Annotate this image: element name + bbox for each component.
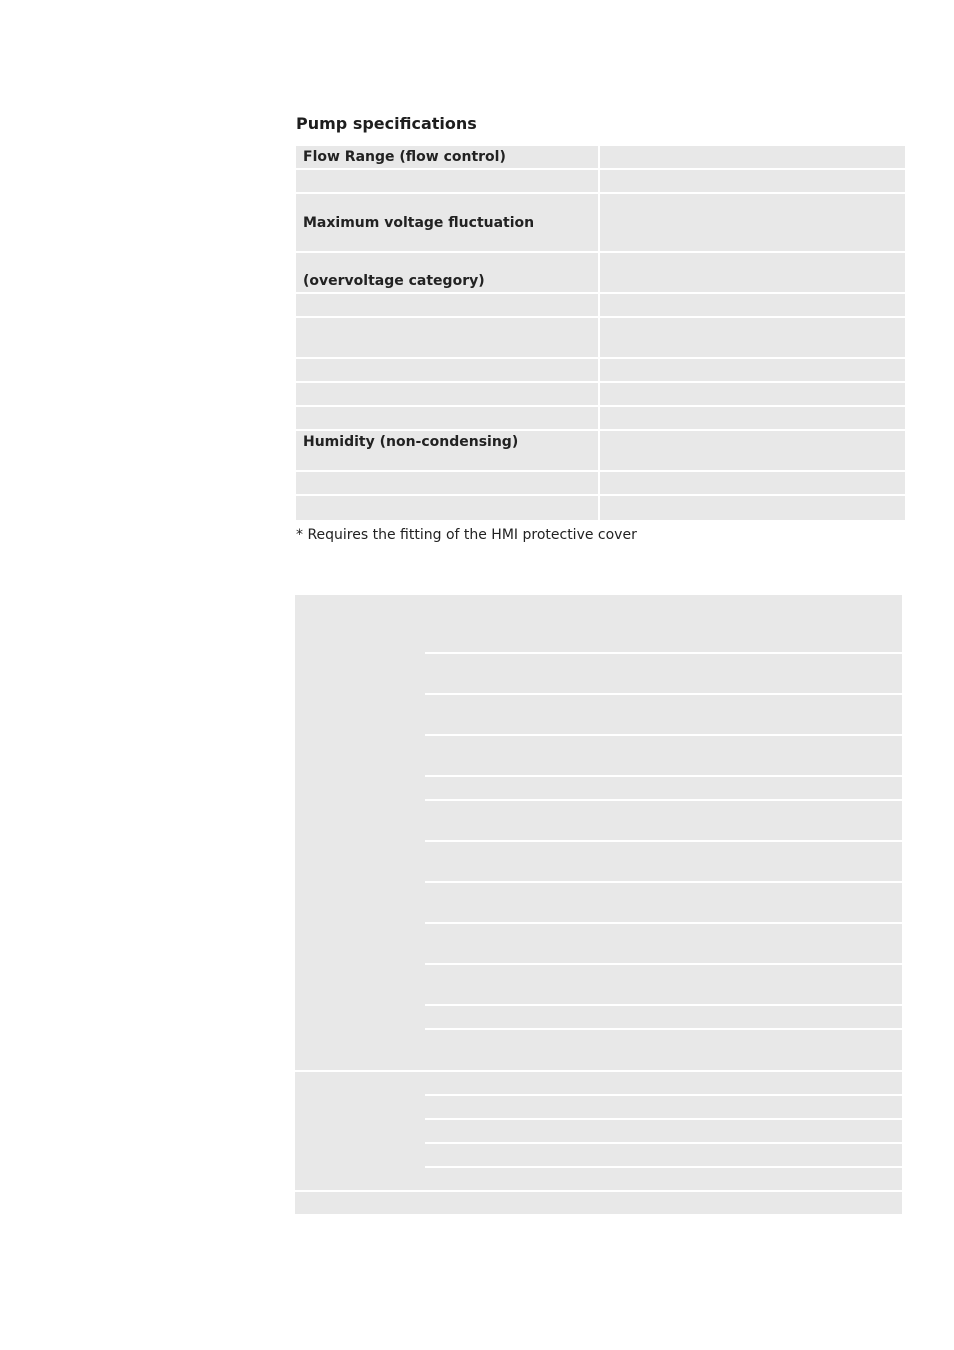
spec-label — [296, 170, 600, 192]
spec-value — [600, 496, 905, 520]
spec-value — [600, 170, 905, 192]
spec-label — [296, 294, 600, 316]
table-row — [425, 1120, 902, 1144]
spec-label — [296, 472, 600, 494]
spec-label — [296, 383, 600, 405]
spec-value — [600, 253, 905, 292]
spec-label — [296, 496, 600, 520]
group-label-cell — [295, 1072, 425, 1190]
table-row — [296, 170, 905, 194]
pump-spec-table — [296, 146, 905, 520]
table-row — [295, 1192, 902, 1214]
group-rows — [425, 1072, 902, 1190]
page-title: Pump specifications — [296, 114, 477, 133]
footnote: * Requires the fitting of the HMI protective cover — [296, 527, 637, 543]
secondary-spec-table — [295, 595, 902, 1214]
table-row — [425, 654, 902, 695]
spec-value — [600, 318, 905, 357]
spec-label: Flow Range (flow control) — [296, 146, 600, 168]
spec-value — [600, 294, 905, 316]
spec-label: Maximum voltage fluctuation — [296, 194, 600, 251]
table-row — [296, 146, 905, 170]
spec-value — [600, 194, 905, 251]
spec-label: (overvoltage category) — [296, 253, 600, 292]
table-row — [296, 472, 905, 496]
table-row — [425, 1096, 902, 1120]
group-rows — [425, 595, 902, 1070]
table-row — [296, 294, 905, 318]
spec-label — [296, 318, 600, 357]
table-row — [425, 965, 902, 1006]
table-group — [295, 595, 902, 1072]
table-row — [425, 1072, 902, 1096]
table-row — [296, 431, 905, 472]
spec-value — [600, 472, 905, 494]
table-row — [296, 383, 905, 407]
table-group — [295, 1072, 902, 1192]
spec-value — [600, 146, 905, 168]
table-row — [425, 695, 902, 736]
table-row — [296, 407, 905, 431]
table-row — [425, 842, 902, 883]
table-row — [296, 496, 905, 520]
table-row — [425, 777, 902, 801]
table-row — [296, 318, 905, 359]
table-row — [425, 1030, 902, 1070]
spec-label — [296, 359, 600, 381]
spec-value — [600, 359, 905, 381]
group-label-cell — [295, 595, 425, 1070]
spec-value — [600, 383, 905, 405]
table-row — [425, 883, 902, 924]
table-row — [425, 1168, 902, 1190]
table-row — [425, 1006, 902, 1030]
table-row — [296, 359, 905, 383]
table-row — [425, 595, 902, 654]
spec-value — [600, 407, 905, 429]
spec-label — [296, 407, 600, 429]
spec-label: Humidity (non-condensing) — [296, 431, 600, 470]
table-row — [296, 253, 905, 294]
table-row — [296, 194, 905, 253]
spec-value — [600, 431, 905, 470]
table-row — [425, 924, 902, 965]
table-row — [425, 801, 902, 842]
table-row — [425, 1144, 902, 1168]
table-row — [425, 736, 902, 777]
